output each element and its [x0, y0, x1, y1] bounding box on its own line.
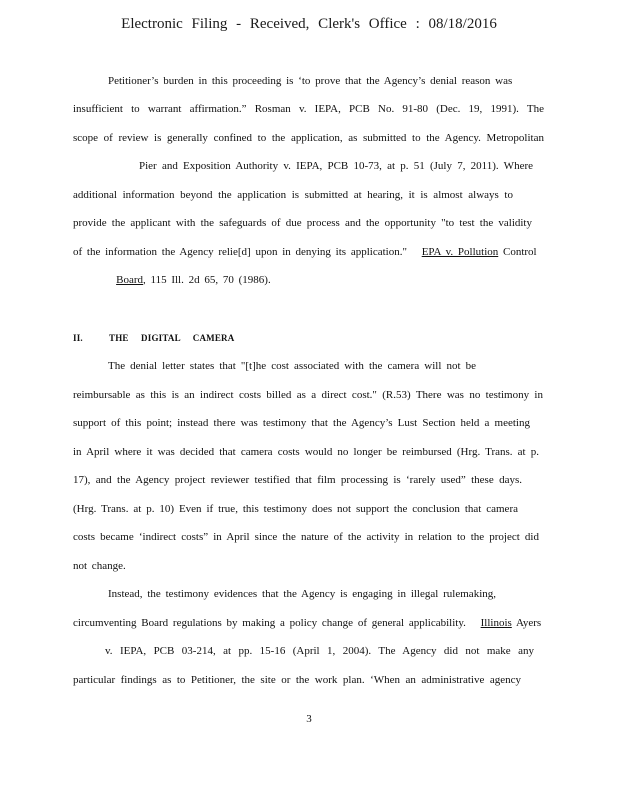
paragraph-line: scope of review is generally confined to the application, as submitted to the Agency. Metropolitan — [73, 132, 544, 144]
paragraph-line: v. IEPA, PCB 03-214, at pp. 15-16 (April 1, 2004). The Agency did not make any — [105, 645, 534, 657]
case-citation-link: Board — [116, 274, 143, 286]
paragraph-line: Pier and Exposition Authority v. IEPA, PCB 10-73, at p. 51 (July 7, 2011). Where — [139, 160, 533, 172]
paragraph-line: reimbursable as this is an indirect costs billed as a direct cost." (R.53) There was no testimony in — [73, 389, 543, 401]
case-citation-link: Illinois — [480, 617, 512, 629]
paragraph-line: provide the applicant with the safeguards of due process and the opportunity "to test the validity — [73, 217, 532, 229]
paragraph-line: (Hrg. Trans. at p. 10) Even if true, this testimony does not support the conclusion that camera — [73, 503, 518, 515]
paragraph-line: insufficient to warrant affirmation.” Rosman v. IEPA, PCB No. 91-80 (Dec. 19, 1991). The — [73, 103, 544, 115]
paragraph-line: in April where it was decided that camera costs would no longer be reimbursed (Hrg. Trans. at p. — [73, 446, 539, 458]
paragraph-line: support of this point; instead there was testimony that the Agency’s Lust Section held a meeting — [73, 417, 530, 429]
citation-text: circumventing Board regulations by making a policy change of general applicability. — [73, 617, 466, 629]
paragraph-line: costs became ‘indirect costs” in April since the nature of the activity in relation to the project did — [73, 531, 539, 543]
paragraph-line: particular findings as to Petitioner, the site or the work plan. ‘When an administrative agency — [73, 674, 521, 686]
citation-text: of the information the Agency relie[d] upon in denying its application." — [73, 246, 407, 258]
paragraph-line: The denial letter states that "[t]he cost associated with the camera will not be — [108, 360, 476, 372]
paragraph-line: 17), and the Agency project reviewer testified that film processing is ‘rarely used” these days. — [73, 474, 522, 486]
case-citation-link: EPA v. Pollution — [421, 246, 499, 258]
citation-text: , 115 Ill. 2d 65, 70 (1986). — [143, 274, 271, 286]
paragraph-line — [73, 273, 547, 287]
citation-text: Ayers — [515, 617, 542, 629]
paragraph-line — [73, 245, 543, 259]
page-number: 3 — [306, 713, 312, 725]
paragraph-line: Petitioner’s burden in this proceeding is ‘to prove that the Agency’s denial reason was — [108, 75, 513, 87]
paragraph-line: not change. — [73, 560, 126, 572]
citation-text: Control — [503, 246, 537, 258]
filing-stamp-header: Electronic Filing - Received, Clerk's Office : 08/18/2016 — [121, 16, 497, 32]
section-number: II. — [73, 333, 83, 343]
paragraph-line — [73, 616, 547, 630]
section-heading: THE DIGITAL CAMERA — [109, 333, 235, 343]
paragraph-line: Instead, the testimony evidences that the Agency is engaging in illegal rulemaking, — [108, 588, 496, 600]
paragraph-line: additional information beyond the application is submitted at hearing, it is almost always to — [73, 189, 513, 201]
